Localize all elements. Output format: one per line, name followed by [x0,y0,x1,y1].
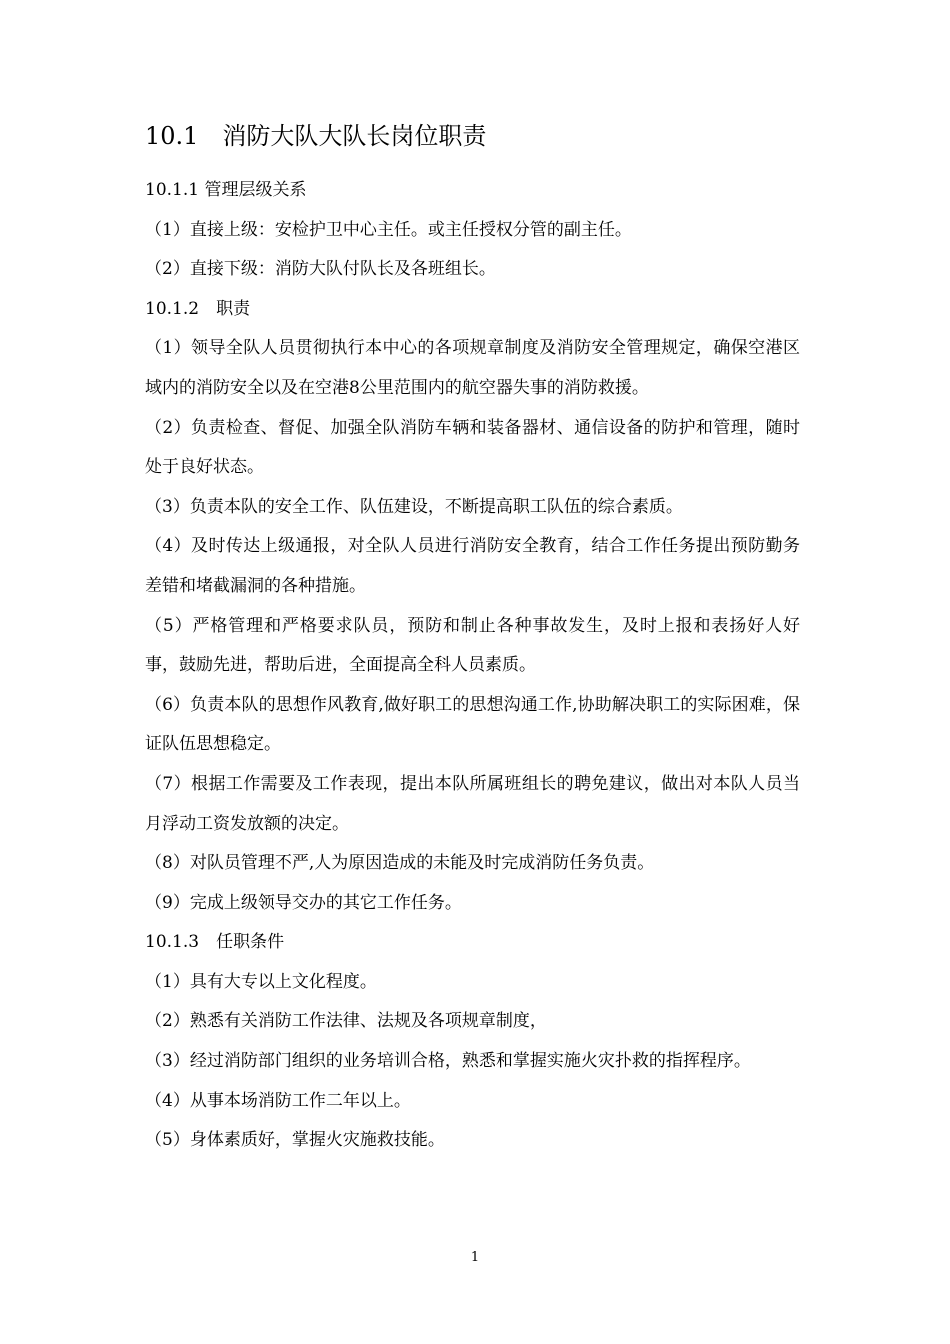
paragraph: （4）从事本场消防工作二年以上。 [145,1090,411,1111]
paragraph: （9）完成上级领导交办的其它工作任务。 [145,892,462,913]
paragraph: （2）熟悉有关消防工作法律、法规及各项规章制度， [145,1011,547,1032]
paragraph: （5）身体素质好，掌握火灾施救技能。 [145,1130,445,1151]
paragraph: （2）负责检查、督促、加强全队消防车辆和装备器材、通信设备的防护和管理，随时处于良好状态。 [145,417,800,478]
paragraph: （1）具有大专以上文化程度。 [145,971,377,992]
section-title: 10.1 消防大队大队长岗位职责 [145,122,487,150]
paragraph: （6）负责本队的思想作风教育,做好职工的思想沟通工作,协助解决职工的实际困难，保证队伍思想稳定。 [145,694,800,755]
paragraph: （4）及时传达上级通报，对全队人员进行消防安全教育，结合工作任务提出预防勤务差错和堵截漏洞的各种措施。 [145,536,800,596]
paragraph: （7）根据工作需要及工作表现，提出本队所属班组长的聘免建议，做出对本队人员当月浮动工资发放额的决定。 [145,773,800,834]
subsection-heading: 10.1.2 职责 [145,298,251,319]
subsection-heading: 10.1.1 管理层级关系 [145,180,307,200]
subsection-heading: 10.1.3 任职条件 [145,932,285,953]
paragraph: （1）直接上级：安检护卫中心主任。或主任授权分管的副主任。 [145,219,632,240]
paragraph: （8）对队员管理不严,人为原因造成的未能及时完成消防任务负责。 [145,853,655,874]
paragraph: （3）经过消防部门组织的业务培训合格，熟悉和掌握实施火灾扑救的指挥程序。 [145,1051,751,1072]
paragraph: （2）直接下级：消防大队付队长及各班组长。 [145,259,496,280]
paragraph: （1）领导全队人员贯彻执行本中心的各项规章制度及消防安全管理规定，确保空港区域内的消防安全以及在空港8公里范围内的航空器失事的消防救援。 [145,338,800,398]
document-body [145,171,800,1161]
paragraph: （5）严格管理和严格要求队员，预防和制止各种事故发生，及时上报和表扬好人好事，鼓励先进，帮助后进，全面提高全科人员素质。 [145,615,800,676]
paragraph: （3）负责本队的安全工作、队伍建设，不断提高职工队伍的综合素质。 [145,496,683,517]
page-number: 1 [470,1250,480,1265]
